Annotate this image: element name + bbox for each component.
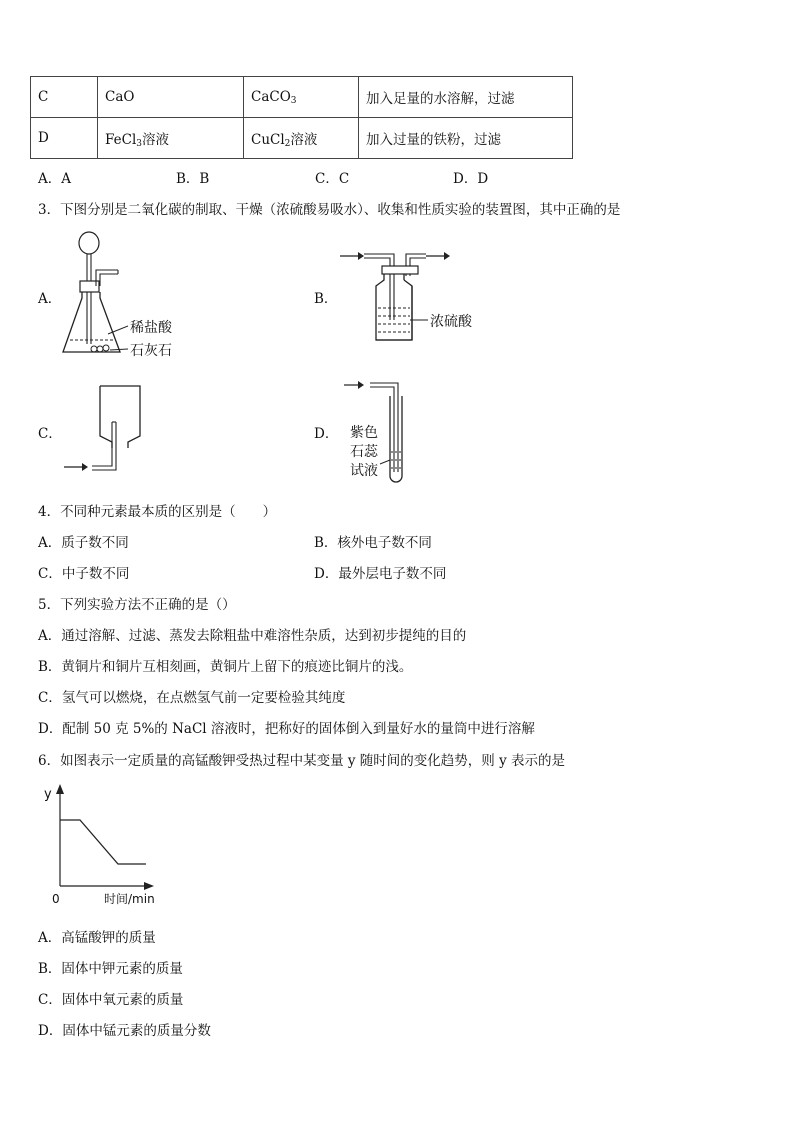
q3-label-b: B． [314,291,338,307]
table-cell-impurity: CuCl$_2$溶液 [244,118,359,159]
q6-option-d: D．固体中锰元素的质量分数 [38,1023,211,1039]
litmus-line-3: 试液 [350,463,378,479]
reagent-table [30,76,573,159]
table-cell-substance: FeCl$_3$溶液 [98,118,244,159]
q4-stem: 4．不同种元素最本质的区别是（ ） [38,504,277,520]
table-row [31,118,573,159]
q4-option-a: A．质子数不同 [38,535,129,551]
q5-option-a: A．通过溶解、过滤、蒸发去除粗盐中难溶性杂质，达到初步提纯的目的 [38,628,467,644]
table-cell-method: 加入过量的铁粉，过滤 [359,118,573,159]
q5-option-b: B．黄铜片和铜片互相刻画，黄铜片上留下的痕迹比铜片的浅。 [38,659,413,675]
q2-option-a: A．A [38,171,71,187]
q6-option-a: A．高锰酸钾的质量 [38,930,156,946]
q5-stem: 5．下列实验方法不正确的是（） [38,597,236,613]
label-conc-h2so4: 浓硫酸 [430,314,472,330]
q2-option-b: B．B [176,171,210,187]
q4-option-c: C．中子数不同 [38,566,130,582]
q2-option-d: D．D [453,171,489,187]
graph-origin-label: 0 [52,892,60,906]
figure-gas-collection [60,382,150,474]
q6-option-b: B．固体中钾元素的质量 [38,961,183,977]
table-cell-method: 加入足量的水溶解，过滤 [359,77,573,118]
q6-stem: 6．如图表示一定质量的高锰酸钾受热过程中某变量 y 随时间的变化趋势，则 y 表示的是 [38,753,566,769]
table-cell-letter: D [31,118,98,159]
label-purple-litmus [350,424,378,481]
label-dilute-hcl: 稀盐酸 [130,320,172,336]
graph-curve [60,820,146,864]
q5-option-c: C．氢气可以燃烧，在点燃氢气前一定要检验其纯度 [38,690,346,706]
q3-label-a: A． [38,291,62,307]
q4-option-b: B．核外电子数不同 [314,535,432,551]
q4-option-d: D．最外层电子数不同 [314,566,447,582]
q3-label-c: C． [38,426,62,442]
litmus-line-2: 石蕊 [350,444,378,460]
q6-option-c: C．固体中氧元素的质量 [38,992,184,1008]
table-cell-substance: CaO [98,77,244,118]
table-cell-letter: C [31,77,98,118]
figure-drying-bottle [336,246,486,346]
q5-option-d: D．配制 50 克 5%的 NaCl 溶液时，把称好的固体倒入到量好水的量筒中进行溶解 [38,721,535,737]
graph-y-label: y [44,787,52,802]
graph-x-label: 时间/min [104,892,155,906]
figure-y-vs-time-graph [38,778,178,908]
table-cell-impurity: CaCO$_3$ [244,77,359,118]
label-limestone: 石灰石 [130,343,172,359]
table-row [31,77,573,118]
q3-label-d: D． [314,426,339,442]
figure-co2-generator [60,228,200,364]
q2-option-c: C．C [315,171,350,187]
q3-stem: 3．下图分别是二氧化碳的制取、干燥（浓硫酸易吸水）、收集和性质实验的装置图，其中正确的是 [38,202,621,218]
litmus-line-1: 紫色 [350,425,378,441]
